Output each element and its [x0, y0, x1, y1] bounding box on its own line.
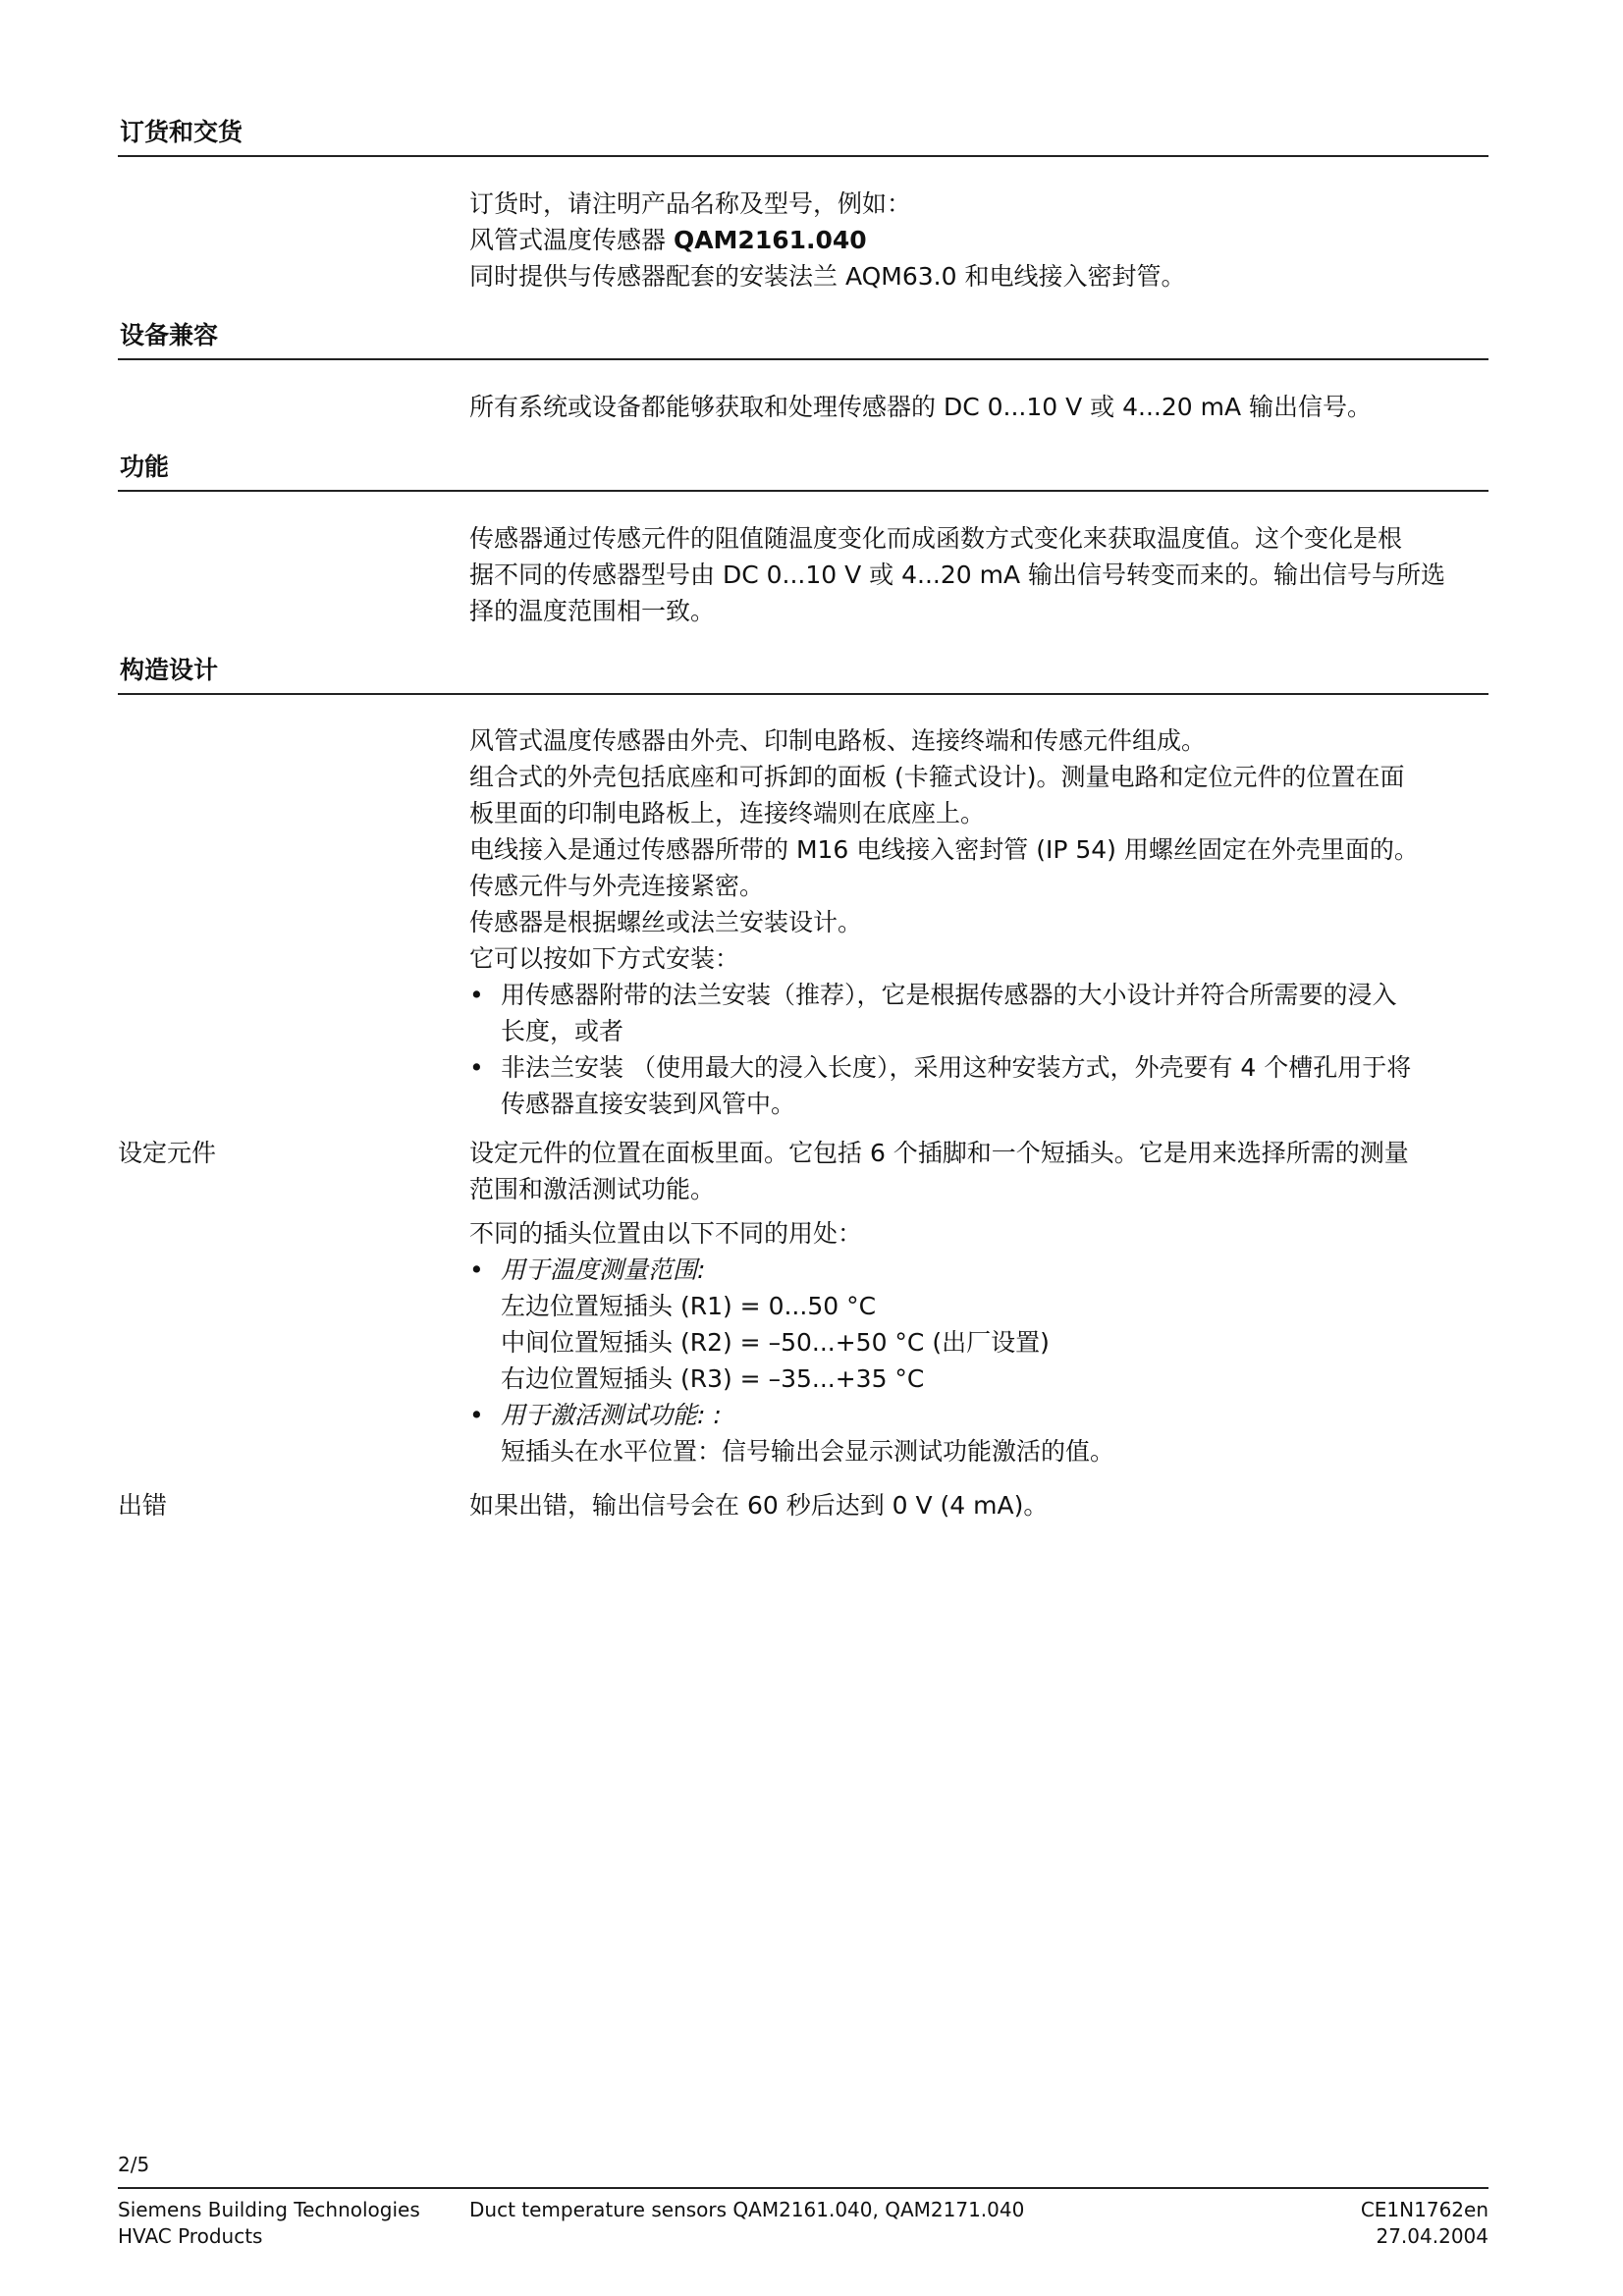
design-bullet-2-line-1: • 非法兰安装 （使用最大的浸入长度），采用这种安装方式，外壳要有 4 个槽孔用于将 [501, 1053, 1412, 1082]
function-line-3: 择的温度范围相一致。 [469, 597, 716, 625]
ordering-body [469, 186, 1488, 294]
design-line-1: 风管式温度传感器由外壳、印制电路板、连接终端和传感元件组成。 [469, 726, 1207, 755]
setting-range-r2: 中间位置短插头 (R2) = –50...+50 °C (出厂设置) [501, 1328, 1050, 1357]
footer-company-1: Siemens Building Technologies [118, 2198, 420, 2221]
compat-body [469, 389, 1488, 425]
design-line-2: 组合式的外壳包括底座和可拆卸的面板 (卡箍式设计)。测量电路和定位元件的位置在面 [469, 763, 1405, 791]
setting-bullet-test [469, 1397, 1488, 1469]
section-heading-ordering [118, 118, 1488, 157]
design-bullet-1 [469, 977, 1488, 1049]
design-bullet-2 [469, 1049, 1488, 1122]
footer-date: 27.04.2004 [1376, 2224, 1488, 2248]
setting-intro-2: 范围和激活测试功能。 [469, 1175, 716, 1203]
ordering-heading: 订货和交货 [120, 118, 243, 146]
fault-label: 出错 [118, 1491, 168, 1520]
design-line-3: 板里面的印制电路板上，连接终端则在底座上。 [469, 799, 986, 828]
function-line-2: 据不同的传感器型号由 DC 0...10 V 或 4...20 mA 输出信号转变而来的。输出信号与所选 [469, 561, 1446, 589]
footer-divider [118, 2187, 1488, 2189]
function-heading: 功能 [120, 453, 170, 481]
ordering-line-2 [469, 222, 1488, 258]
design-line-5: 传感元件与外壳连接紧密。 [469, 872, 765, 900]
setting-bullet-range [469, 1252, 1488, 1397]
design-bullet-1-line-1: • 用传感器附带的法兰安装（推荐），它是根据传感器的大小设计并符合所需要的浸入 [501, 981, 1397, 1009]
compat-text: 所有系统或设备都能够获取和处理传感器的 DC 0...10 V 或 4...20 mA 输出信号。 [469, 393, 1373, 421]
setting-intro-1: 设定元件的位置在面板里面。它包括 6 个插脚和一个短插头。它是用来选择所需的测量 [469, 1139, 1409, 1167]
page-number: 2/5 [118, 2153, 150, 2176]
footer-doc-id: CE1N1762en [1360, 2198, 1488, 2221]
ordering-line-3: 同时提供与传感器配套的安装法兰 AQM63.0 和电线接入密封管。 [469, 262, 1186, 291]
setting-test-title: • 用于激活测试功能: : [501, 1401, 722, 1429]
setting-label: 设定元件 [118, 1139, 217, 1167]
compat-heading: 设备兼容 [120, 321, 219, 349]
footer-company-2: HVAC Products [118, 2224, 263, 2248]
ordering-line-1: 订货时，请注明产品名称及型号，例如： [469, 189, 912, 218]
fault-text: 如果出错，输出信号会在 60 秒后达到 0 V (4 mA)。 [469, 1491, 1049, 1520]
setting-lead: 不同的插头位置由以下不同的用处： [469, 1219, 863, 1248]
design-line-4: 电线接入是通过传感器所带的 M16 电线接入密封管 (IP 54) 用螺丝固定在外壳里面的。 [469, 835, 1419, 864]
ordering-model: QAM2161.040 [673, 226, 867, 254]
fault-body [469, 1487, 1488, 1523]
design-bullet-1-line-2: 长度，或者 [501, 1017, 624, 1045]
setting-range-r3: 右边位置短插头 (R3) = –35...+35 °C [501, 1364, 925, 1393]
setting-test-line: 短插头在水平位置：信号输出会显示测试功能激活的值。 [501, 1437, 1115, 1466]
function-line-1: 传感器通过传感元件的阻值随温度变化而成函数方式变化来获取温度值。这个变化是根 [469, 524, 1403, 553]
ordering-line-2-text: 风管式温度传感器 [469, 226, 674, 254]
setting-body [469, 1135, 1488, 1469]
setting-range-title: • 用于温度测量范围: [501, 1255, 706, 1284]
section-heading-compat [118, 321, 1488, 360]
design-bullet-2-line-2: 传感器直接安装到风管中。 [501, 1090, 796, 1118]
design-body [469, 722, 1488, 1122]
function-body [469, 520, 1488, 629]
design-heading: 构造设计 [120, 656, 219, 684]
setting-range-r1: 左边位置短插头 (R1) = 0...50 °C [501, 1292, 877, 1320]
design-line-6: 传感器是根据螺丝或法兰安装设计。 [469, 908, 863, 936]
footer-doc-title: Duct temperature sensors QAM2161.040, QAM2171.040 [469, 2198, 1025, 2221]
footer-doc-info [1361, 2197, 1488, 2250]
section-heading-function [118, 453, 1488, 492]
footer-company [118, 2197, 420, 2250]
design-line-7: 它可以按如下方式安装： [469, 944, 740, 973]
section-heading-design [118, 656, 1488, 695]
